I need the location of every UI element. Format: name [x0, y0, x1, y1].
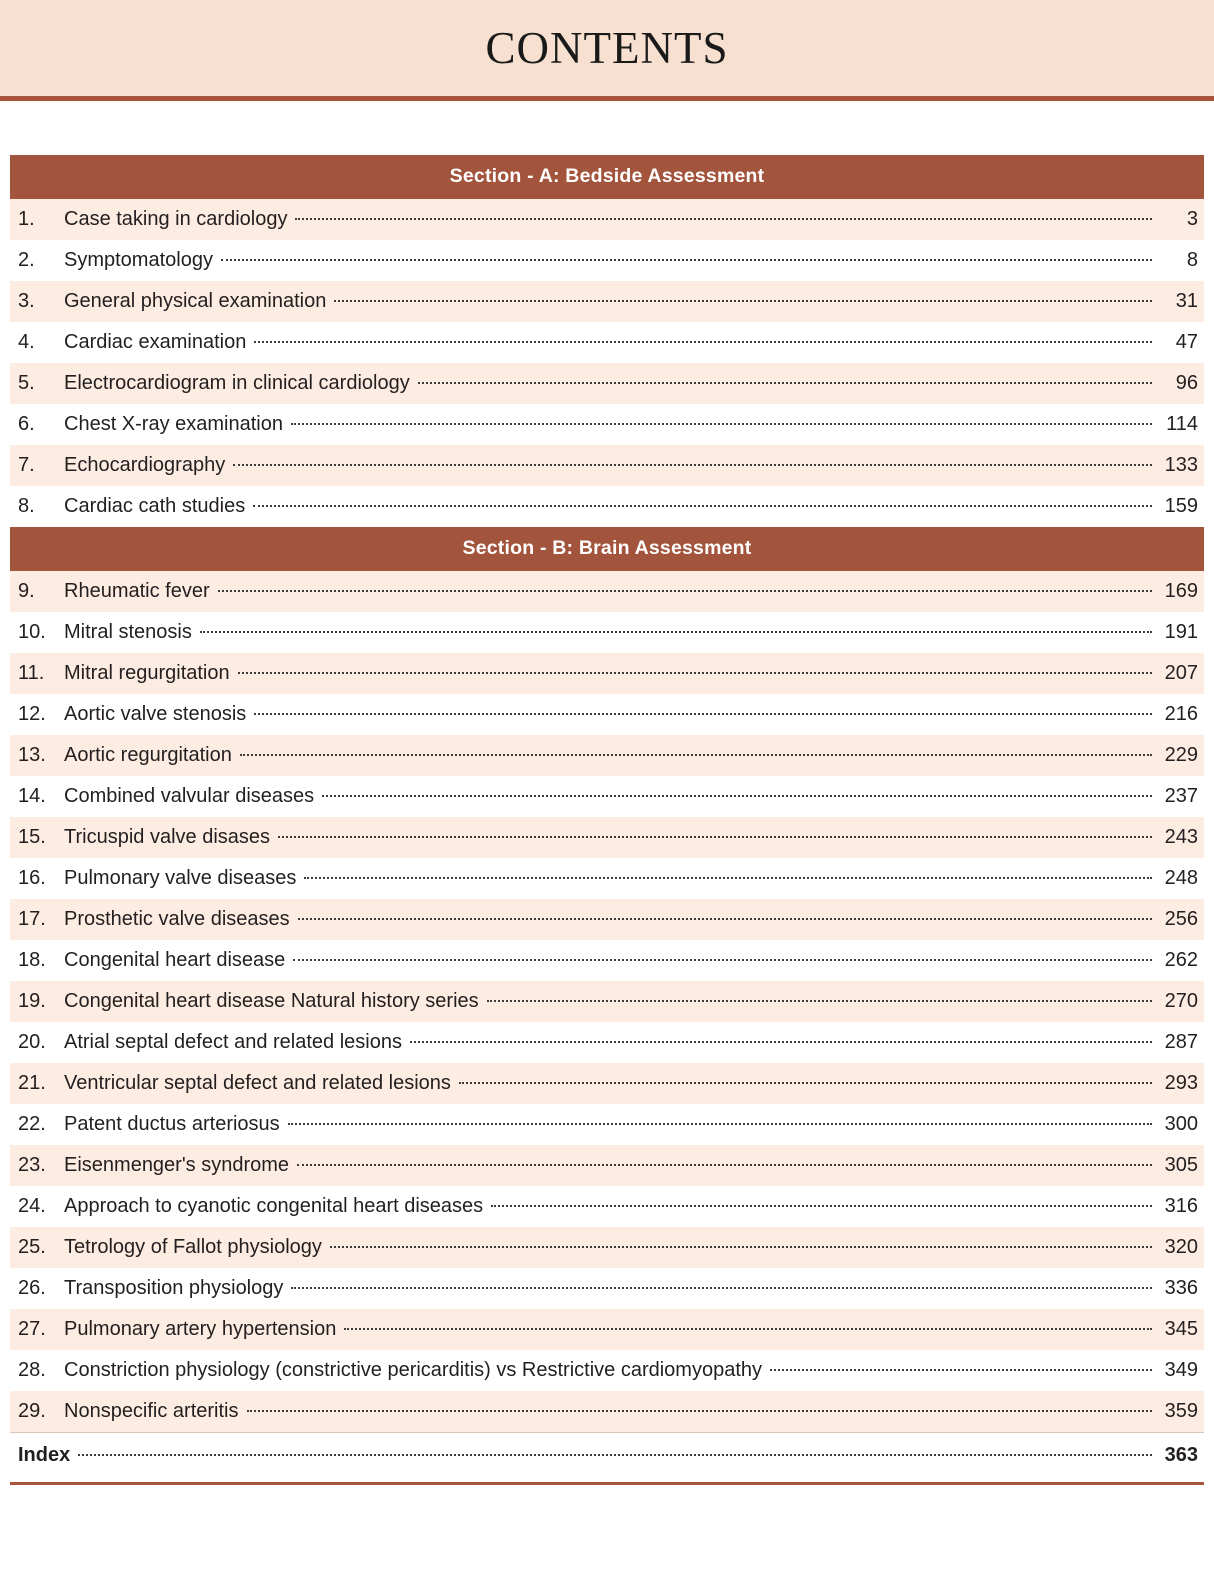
leader-dots — [254, 713, 1152, 715]
entry-title: Prosthetic valve diseases — [64, 908, 290, 930]
toc-entry[interactable] — [10, 1350, 1204, 1391]
leader-dots — [218, 590, 1152, 592]
entry-number: 17. — [18, 908, 46, 930]
entry-page: 207 — [1164, 662, 1198, 684]
entry-page: 349 — [1164, 1359, 1198, 1381]
toc-entry[interactable] — [10, 1186, 1204, 1227]
entry-number: 6. — [18, 413, 35, 435]
entry-page: 159 — [1164, 495, 1198, 517]
entry-title: Case taking in cardiology — [64, 208, 288, 230]
entry-number: 10. — [18, 621, 46, 643]
toc-entry[interactable] — [10, 281, 1204, 322]
entry-page: 47 — [1175, 331, 1198, 353]
entry-title: Aortic regurgitation — [64, 744, 232, 766]
toc-entry[interactable] — [10, 858, 1204, 899]
entry-page: 96 — [1175, 372, 1198, 394]
toc-entry[interactable] — [10, 404, 1204, 445]
toc-entry[interactable] — [10, 981, 1204, 1022]
leader-dots — [238, 672, 1152, 674]
leader-dots — [291, 1287, 1152, 1289]
leader-dots — [770, 1369, 1152, 1371]
entry-page: 320 — [1164, 1236, 1198, 1258]
leader-dots — [200, 631, 1152, 633]
leader-dots — [254, 341, 1152, 343]
entry-title: Combined valvular diseases — [64, 785, 315, 807]
toc-entry[interactable] — [10, 653, 1204, 694]
entry-page: 262 — [1164, 949, 1198, 971]
toc-entry[interactable] — [10, 1022, 1204, 1063]
index-page: 363 — [1164, 1444, 1198, 1466]
entry-number: 19. — [18, 990, 46, 1012]
leader-dots — [295, 218, 1152, 220]
entry-title: Congenital heart disease — [64, 949, 286, 971]
entry-number: 15. — [18, 826, 46, 848]
entry-number: 26. — [18, 1277, 46, 1299]
entry-number: 24. — [18, 1195, 46, 1217]
entry-page: 270 — [1164, 990, 1198, 1012]
entry-title: Echocardiography — [64, 454, 226, 476]
leader-dots — [247, 1410, 1152, 1412]
entry-title: Pulmonary valve diseases — [64, 867, 297, 889]
entry-title: Mitral stenosis — [64, 621, 192, 643]
leader-dots — [298, 918, 1152, 920]
leader-dots — [330, 1246, 1152, 1248]
entry-number: 4. — [18, 331, 35, 353]
entry-page: 229 — [1164, 744, 1198, 766]
toc-entry[interactable] — [10, 899, 1204, 940]
entry-number: 23. — [18, 1154, 46, 1176]
entry-page: 237 — [1164, 785, 1198, 807]
leader-dots — [487, 1000, 1152, 1002]
entry-number: 3. — [18, 290, 35, 312]
toc-entry[interactable] — [10, 1268, 1204, 1309]
index-label: Index — [18, 1444, 71, 1466]
entry-number: 13. — [18, 744, 46, 766]
entry-title: Chest X-ray examination — [64, 413, 283, 435]
toc-entry[interactable] — [10, 817, 1204, 858]
entry-title: Eisenmenger's syndrome — [64, 1154, 290, 1176]
leader-dots — [491, 1205, 1152, 1207]
entry-title: Tetrology of Fallot physiology — [64, 1236, 322, 1258]
entry-number: 29. — [18, 1400, 46, 1422]
leader-dots — [410, 1041, 1152, 1043]
entry-number: 7. — [18, 454, 35, 476]
leader-dots — [297, 1164, 1152, 1166]
leader-dots — [334, 300, 1152, 302]
leader-dots — [233, 464, 1152, 466]
toc-entry[interactable] — [10, 1063, 1204, 1104]
toc-entry[interactable] — [10, 940, 1204, 981]
leader-dots — [418, 382, 1152, 384]
toc-entry[interactable] — [10, 1227, 1204, 1268]
entry-page: 300 — [1164, 1113, 1198, 1135]
leader-dots — [78, 1454, 1152, 1456]
entry-title: Atrial septal defect and related lesions — [64, 1031, 402, 1053]
entry-page: 359 — [1164, 1400, 1198, 1422]
entry-number: 18. — [18, 949, 46, 971]
entry-number: 11. — [18, 662, 45, 684]
leader-dots — [253, 505, 1152, 507]
entry-title: Congenital heart disease Natural history series — [64, 990, 479, 1012]
leader-dots — [221, 259, 1152, 261]
entry-number: 28. — [18, 1359, 46, 1381]
leader-dots — [278, 836, 1152, 838]
entry-page: 191 — [1164, 621, 1198, 643]
page-header — [0, 0, 1214, 101]
toc-entry[interactable] — [10, 445, 1204, 486]
entry-page: 336 — [1164, 1277, 1198, 1299]
entry-title: Aortic valve stenosis — [64, 703, 247, 725]
entry-number: 21. — [18, 1072, 46, 1094]
section-header-b: Section - B: Brain Assessment — [10, 527, 1204, 571]
toc-entry-index[interactable] — [10, 1432, 1204, 1476]
entry-title: Electrocardiogram in clinical cardiology — [64, 372, 410, 394]
entry-page: 133 — [1164, 454, 1198, 476]
toc-entry[interactable] — [10, 1309, 1204, 1350]
entry-page: 256 — [1164, 908, 1198, 930]
entry-title: Symptomatology — [64, 249, 213, 271]
page-title: CONTENTS — [485, 23, 729, 73]
entry-title: Ventricular septal defect and related lesions — [64, 1072, 451, 1094]
leader-dots — [304, 877, 1152, 879]
leader-dots — [322, 795, 1152, 797]
entry-number: 12. — [18, 703, 46, 725]
entry-page: 316 — [1164, 1195, 1198, 1217]
entry-page: 114 — [1166, 413, 1198, 435]
footer-rule — [10, 1482, 1204, 1485]
entry-title: Tricuspid valve disases — [64, 826, 271, 848]
entry-title: General physical examination — [64, 290, 327, 312]
toc-entry[interactable] — [10, 694, 1204, 735]
entry-page: 287 — [1164, 1031, 1198, 1053]
toc-entry[interactable] — [10, 776, 1204, 817]
toc-entry[interactable] — [10, 1391, 1204, 1432]
entry-page: 8 — [1186, 249, 1198, 271]
entry-page: 305 — [1164, 1154, 1198, 1176]
toc-entry[interactable] — [10, 240, 1204, 281]
entry-number: 14. — [18, 785, 46, 807]
entry-number: 8. — [18, 495, 35, 517]
entry-page: 345 — [1164, 1318, 1198, 1340]
leader-dots — [288, 1123, 1152, 1125]
toc-entry[interactable] — [10, 1104, 1204, 1145]
toc-entry[interactable] — [10, 612, 1204, 653]
entry-page: 216 — [1164, 703, 1198, 725]
entry-title: Nonspecific arteritis — [64, 1400, 239, 1422]
entry-page: 248 — [1164, 867, 1198, 889]
entry-title: Cardiac cath studies — [64, 495, 246, 517]
section-b-entries — [10, 571, 1204, 1432]
entry-page: 243 — [1164, 826, 1198, 848]
entry-page: 3 — [1186, 208, 1198, 230]
entry-title: Cardiac examination — [64, 331, 247, 353]
entry-title: Constriction physiology (constrictive pericarditis) vs Restrictive cardiomyopathy — [64, 1359, 763, 1381]
entry-number: 9. — [18, 580, 35, 602]
entry-page: 169 — [1164, 580, 1198, 602]
toc-entry[interactable] — [10, 363, 1204, 404]
leader-dots — [344, 1328, 1152, 1330]
entry-title: Mitral regurgitation — [64, 662, 230, 684]
entry-title: Pulmonary artery hypertension — [64, 1318, 337, 1340]
toc-entry[interactable] — [10, 322, 1204, 363]
entry-page: 293 — [1164, 1072, 1198, 1094]
entry-number: 1. — [18, 208, 35, 230]
toc-entry[interactable] — [10, 199, 1204, 240]
table-of-contents — [0, 155, 1214, 1476]
toc-entry[interactable] — [10, 486, 1204, 527]
entry-title: Transposition physiology — [64, 1277, 284, 1299]
toc-entry[interactable] — [10, 1145, 1204, 1186]
entry-number: 2. — [18, 249, 35, 271]
entry-page: 31 — [1175, 290, 1198, 312]
entry-number: 16. — [18, 867, 46, 889]
entry-title: Rheumatic fever — [64, 580, 210, 602]
entry-number: 20. — [18, 1031, 46, 1053]
entry-number: 27. — [18, 1318, 46, 1340]
entry-number: 5. — [18, 372, 35, 394]
section-header-a: Section - A: Bedside Assessment — [10, 155, 1204, 199]
leader-dots — [240, 754, 1152, 756]
entry-number: 25. — [18, 1236, 46, 1258]
toc-entry[interactable] — [10, 735, 1204, 776]
toc-entry[interactable] — [10, 571, 1204, 612]
section-a-entries — [10, 199, 1204, 527]
leader-dots — [459, 1082, 1152, 1084]
leader-dots — [293, 959, 1152, 961]
entry-number: 22. — [18, 1113, 46, 1135]
leader-dots — [291, 423, 1152, 425]
entry-title: Patent ductus arteriosus — [64, 1113, 280, 1135]
entry-title: Approach to cyanotic congenital heart diseases — [64, 1195, 484, 1217]
